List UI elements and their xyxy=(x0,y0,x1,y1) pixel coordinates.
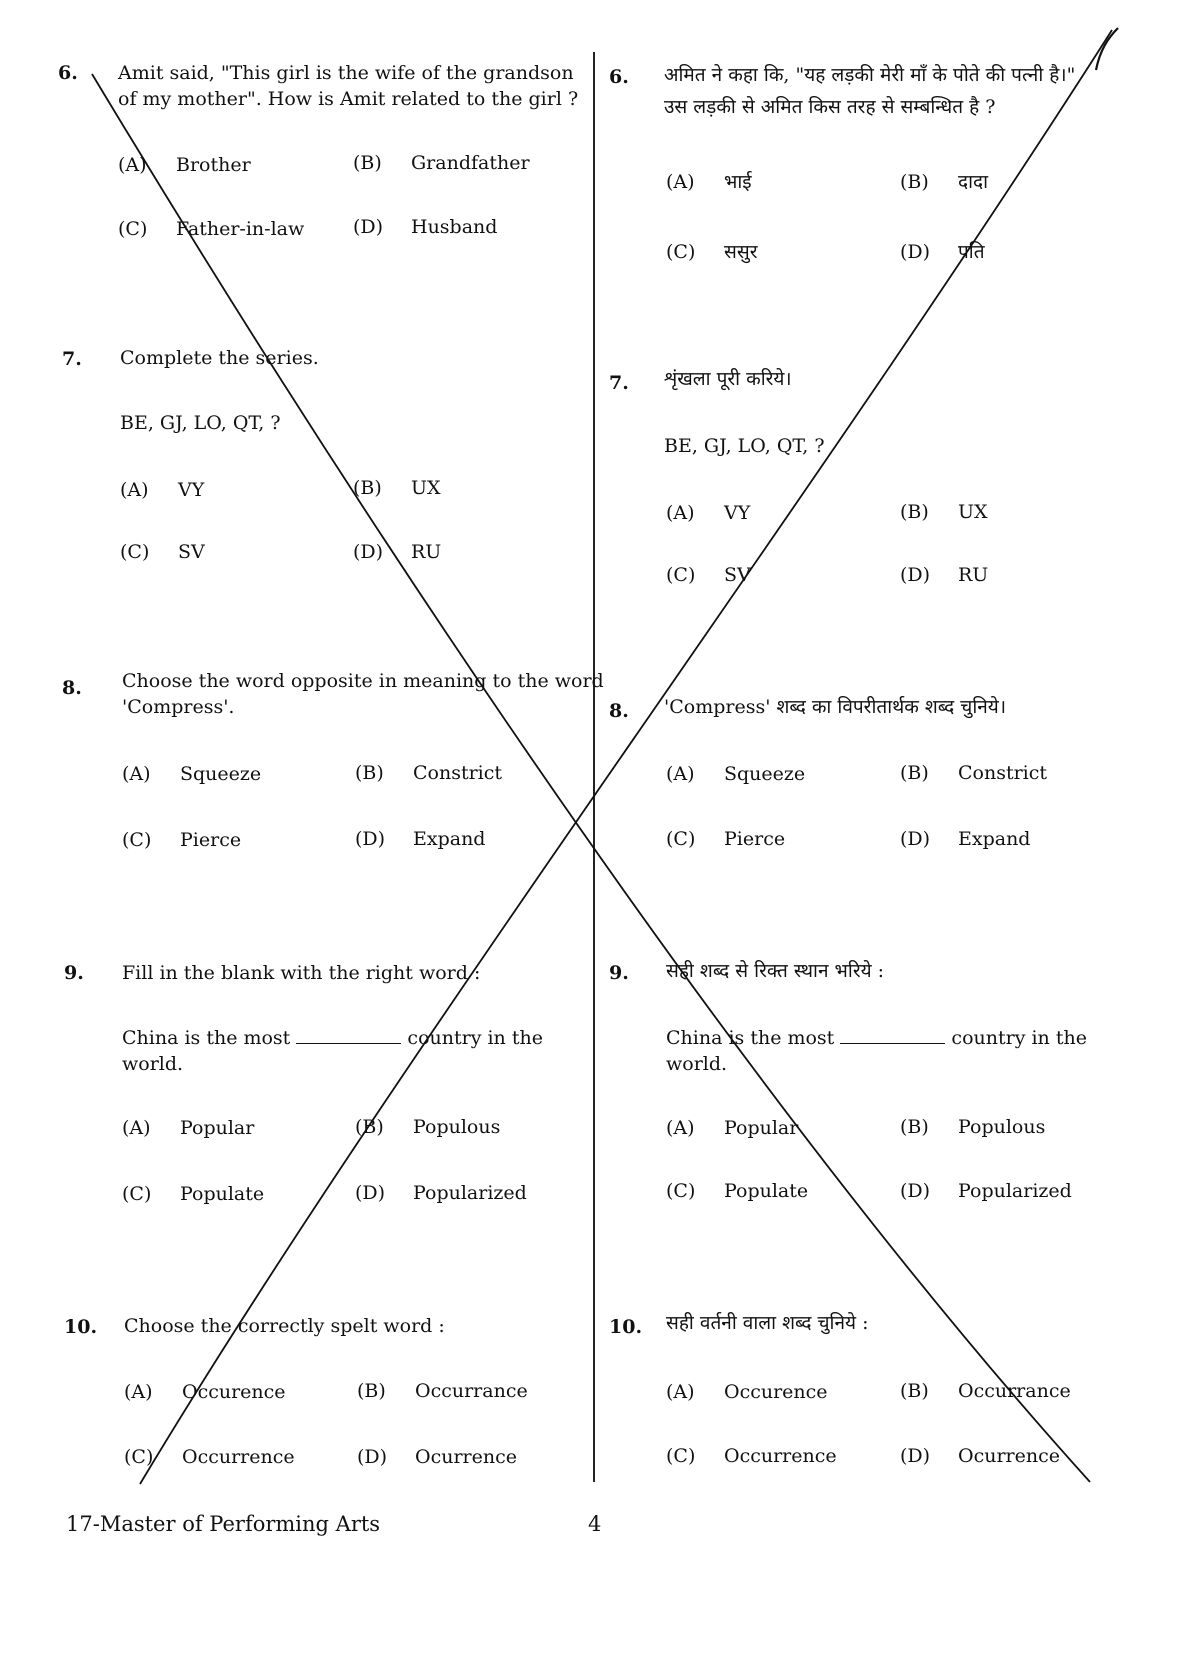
option-d[interactable]: (D) Popularized xyxy=(900,1180,1072,1202)
option-b[interactable]: (B) UX xyxy=(900,501,988,523)
option-b[interactable]: (B) दादा xyxy=(900,171,989,193)
option-a[interactable]: (A) VY xyxy=(666,502,751,524)
option-d[interactable]: (D) Expand xyxy=(355,828,486,850)
page-number: 4 xyxy=(588,1512,602,1536)
option-c[interactable]: (C) Populate xyxy=(666,1180,809,1202)
option-a[interactable]: (A) Popular xyxy=(666,1117,799,1139)
sentence-end: world. xyxy=(666,1053,728,1075)
option-c[interactable]: (C) Pierce xyxy=(122,829,242,851)
question-text: अमित ने कहा कि, "यह लड़की मेरी माँ के पोते की पत्नी है।" xyxy=(664,64,1076,86)
option-b[interactable]: (B) Populous xyxy=(355,1116,501,1138)
option-d[interactable]: (D) Husband xyxy=(353,216,498,238)
question-text: 'Compress'. xyxy=(122,696,235,718)
sentence: China is the most country in the xyxy=(666,1027,1087,1049)
question-number: 9. xyxy=(609,962,629,984)
question-number: 10. xyxy=(64,1316,98,1338)
sentence-end: world. xyxy=(122,1053,184,1075)
option-a[interactable]: (A) Occurence xyxy=(124,1381,286,1403)
option-a[interactable]: (A) Occurence xyxy=(666,1381,828,1403)
question-number: 7. xyxy=(62,348,82,370)
question-text: Fill in the blank with the right word : xyxy=(122,962,481,984)
question-text: उस लड़की से अमित किस तरह से सम्बन्धित है ? xyxy=(664,96,996,118)
question-text: सही शब्द से रिक्त स्थान भरिये : xyxy=(666,960,885,982)
question-text: of my mother". How is Amit related to the girl ? xyxy=(118,88,579,110)
question-text: शृंखला पूरी करिये। xyxy=(664,368,792,390)
option-c[interactable]: (C) SV xyxy=(666,564,751,586)
cross-stroke-right-to-left xyxy=(140,30,1112,1484)
option-c[interactable]: (C) Pierce xyxy=(666,828,786,850)
option-c[interactable]: (C) SV xyxy=(120,541,205,563)
option-b[interactable]: (B) UX xyxy=(353,477,441,499)
series-text: BE, GJ, LO, QT, ? xyxy=(664,435,825,457)
option-c[interactable]: (C) ससुर xyxy=(666,241,758,263)
option-b[interactable]: (B) Occurrance xyxy=(900,1380,1071,1402)
option-d[interactable]: (D) Ocurrence xyxy=(357,1446,517,1468)
option-b[interactable]: (B) Constrict xyxy=(355,762,503,784)
option-d[interactable]: (D) Expand xyxy=(900,828,1031,850)
option-c[interactable]: (C) Occurrence xyxy=(666,1445,837,1467)
question-text: Choose the word opposite in meaning to the word xyxy=(122,670,604,692)
question-text: Complete the series. xyxy=(120,347,319,369)
question-number: 6. xyxy=(609,66,629,88)
option-b[interactable]: (B) Populous xyxy=(900,1116,1046,1138)
question-text: 'Compress' शब्द का विपरीतार्थक शब्द चुनिये। xyxy=(664,696,1007,718)
question-number: 8. xyxy=(609,700,629,722)
option-b[interactable]: (B) Constrict xyxy=(900,762,1048,784)
question-text: सही वर्तनी वाला शब्द चुनिये : xyxy=(666,1312,869,1334)
footer-title: 17-Master of Performing Arts xyxy=(66,1512,381,1536)
option-d[interactable]: (D) Ocurrence xyxy=(900,1445,1060,1467)
option-c[interactable]: (C) Populate xyxy=(122,1183,265,1205)
option-d[interactable]: (D) RU xyxy=(900,564,989,586)
question-number: 7. xyxy=(609,372,629,394)
option-a[interactable]: (A) Squeeze xyxy=(666,763,806,785)
option-d[interactable]: (D) RU xyxy=(353,541,442,563)
option-a[interactable]: (A) भाई xyxy=(666,171,752,193)
series-text: BE, GJ, LO, QT, ? xyxy=(120,412,281,434)
question-number: 8. xyxy=(62,677,82,699)
option-b[interactable]: (B) Grandfather xyxy=(353,152,530,174)
option-c[interactable]: (C) Occurrence xyxy=(124,1446,295,1468)
option-d[interactable]: (D) पति xyxy=(900,241,985,263)
option-a[interactable]: (A) VY xyxy=(120,479,205,501)
option-b[interactable]: (B) Occurrance xyxy=(357,1380,528,1402)
question-number: 6. xyxy=(58,62,78,84)
cross-stroke-left-to-right xyxy=(92,74,1090,1482)
question-number: 10. xyxy=(609,1316,643,1338)
question-text: Choose the correctly spelt word : xyxy=(124,1315,445,1337)
option-c[interactable]: (C) Father-in-law xyxy=(118,218,305,240)
sentence: China is the most country in the xyxy=(122,1027,543,1049)
option-a[interactable]: (A) Squeeze xyxy=(122,763,262,785)
option-d[interactable]: (D) Popularized xyxy=(355,1182,527,1204)
option-a[interactable]: (A) Brother xyxy=(118,154,251,176)
question-text: Amit said, "This girl is the wife of the grandson xyxy=(118,62,574,84)
option-a[interactable]: (A) Popular xyxy=(122,1117,255,1139)
question-number: 9. xyxy=(64,962,84,984)
